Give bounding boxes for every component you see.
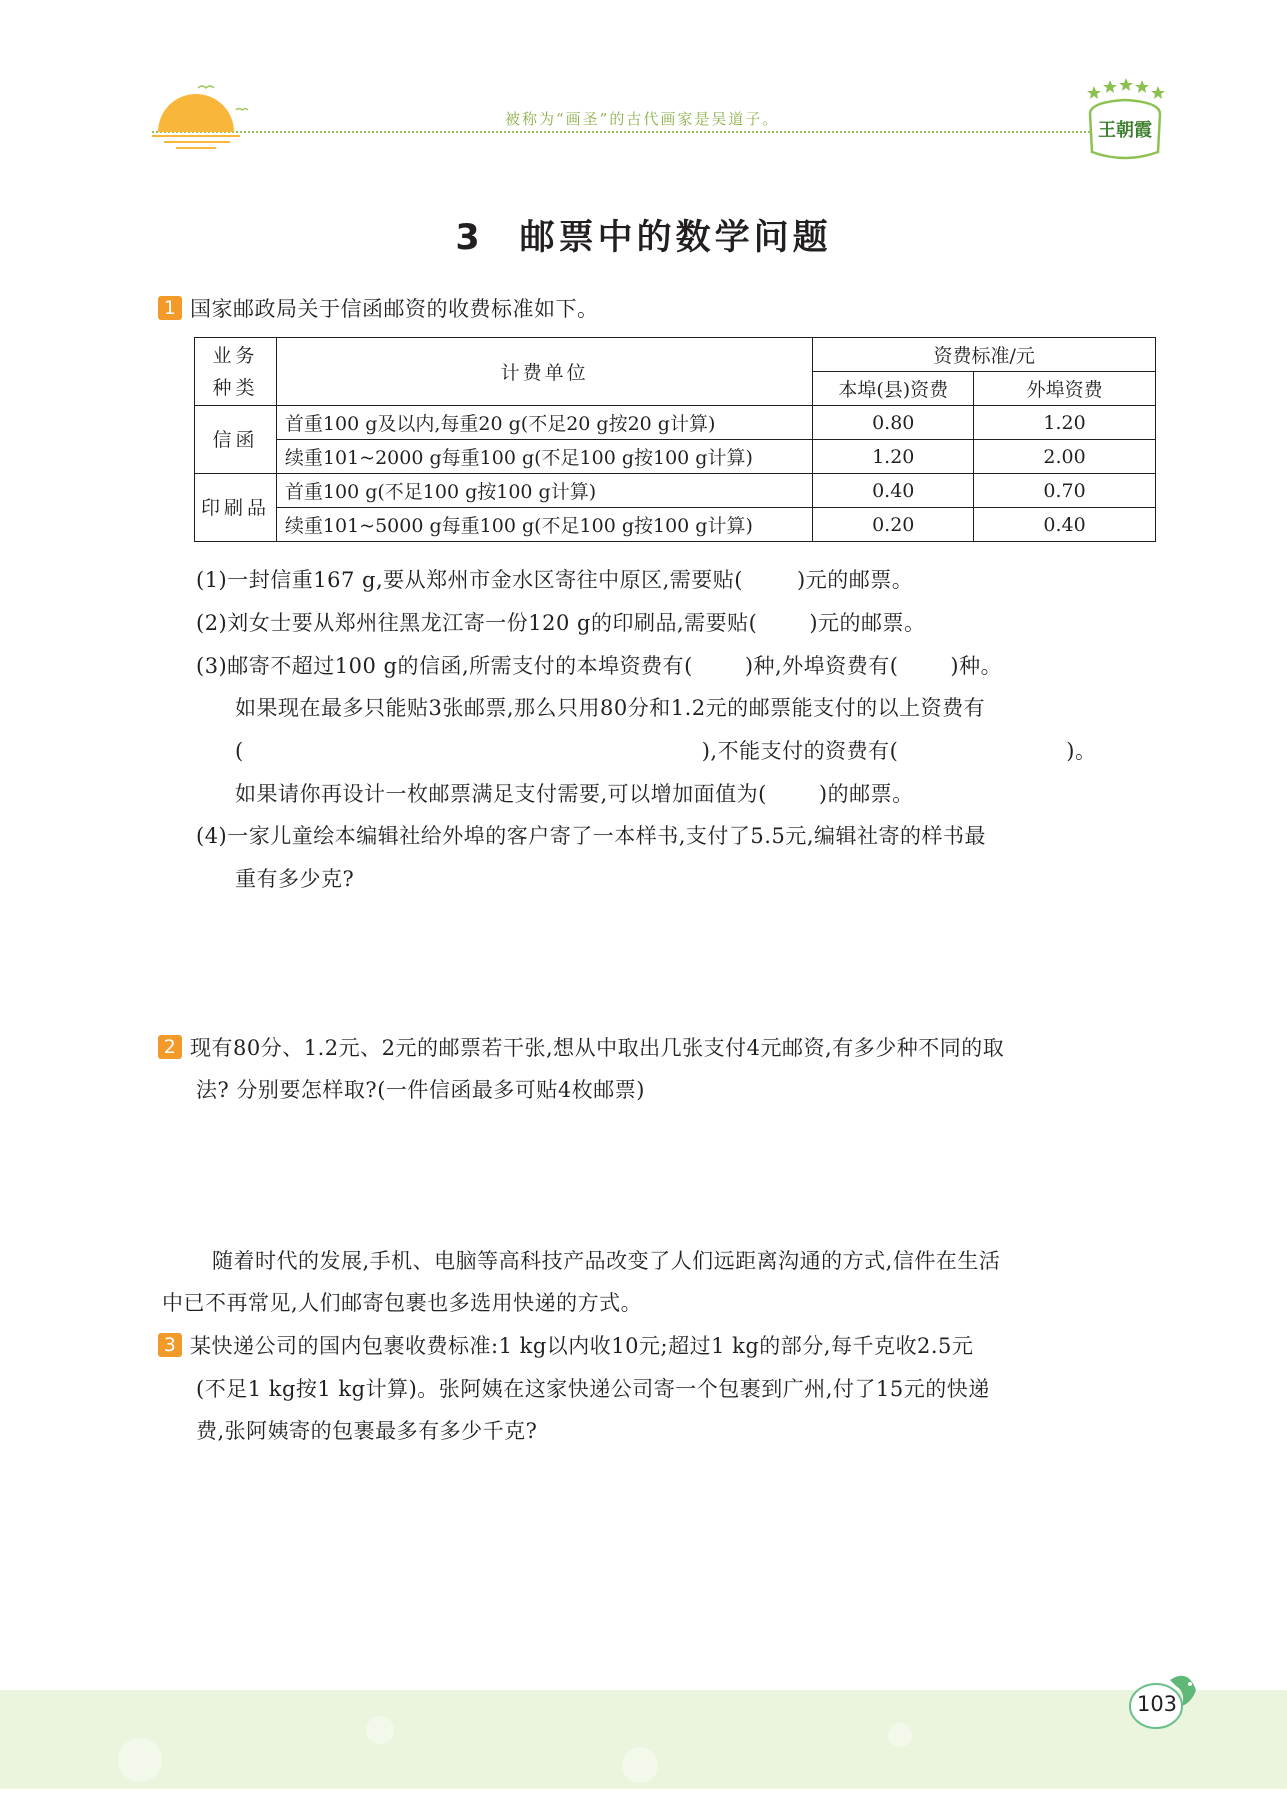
q3-badge: 3 xyxy=(158,1333,182,1357)
q1-badge: 1 xyxy=(158,296,182,320)
remote-fee-cell: 0.70 xyxy=(974,474,1156,508)
header-rule xyxy=(152,131,1090,133)
page-number: 103 xyxy=(1136,1692,1178,1716)
q1-stem-text: 国家邮政局关于信函邮资的收费标准如下。 xyxy=(190,297,599,321)
page-title xyxy=(0,210,1287,260)
q3-line2: (不足1 kg按1 kg计算)。张阿姨在这家快递公司寄一个包裹到广州,付了15元的快递 xyxy=(196,1377,990,1401)
table-row xyxy=(195,406,1156,440)
table-row xyxy=(195,440,1156,474)
q1-part3-line3: ( ),不能支付的资费有( )。 xyxy=(235,739,1097,763)
unit-cell: 首重100 g(不足100 g按100 g计算) xyxy=(276,474,812,508)
q1-part1: (1)一封信重167 g,要从郑州市金水区寄往中原区,需要贴( )元的邮票。 xyxy=(196,568,914,592)
unit-cell: 首重100 g及以内,每重20 g(不足20 g按20 g计算) xyxy=(276,406,812,440)
table-row xyxy=(195,508,1156,542)
header-motto: 被称为“画圣”的古代画家是吴道子。 xyxy=(505,110,780,128)
category-cell: 信函 xyxy=(195,406,277,474)
remote-fee-cell: 1.20 xyxy=(974,406,1156,440)
category-cell: 印刷品 xyxy=(195,474,277,542)
sun-icon xyxy=(150,80,250,156)
q2-badge: 2 xyxy=(158,1035,182,1059)
intro-line2: 中已不再常见,人们邮寄包裹也多选用快递的方式。 xyxy=(162,1291,643,1315)
local-fee-cell: 0.80 xyxy=(813,406,974,440)
q1-part3: (3)邮寄不超过100 g的信函,所需支付的本埠资费有( )种,外埠资费有( )种。 xyxy=(196,654,1003,678)
title-text: 邮票中的数学问题 xyxy=(519,218,832,258)
q2-line1: 2 现有80分、1.2元、2元的邮票若干张,想从中取出几张支付4元邮资,有多少种不同的取 xyxy=(158,1032,1004,1062)
header-unit-cell: 计费单位 xyxy=(276,338,812,406)
svg-text:王朝霞: 王朝霞 xyxy=(1098,120,1152,141)
header-type-cell: 业务 种类 xyxy=(195,338,277,406)
intro-line1: 随着时代的发展,手机、电脑等高科技产品改变了人们远距离沟通的方式,信件在生活 xyxy=(212,1249,1001,1273)
q1-part3-line2: 如果现在最多只能贴3张邮票,那么只用80分和1.2元的邮票能支付的以上资费有 xyxy=(235,696,986,720)
q1-part2: (2)刘女士要从郑州往黑龙江寄一份120 g的印刷品,需要贴( )元的邮票。 xyxy=(196,611,926,635)
local-fee-cell: 0.20 xyxy=(813,508,974,542)
local-fee-cell: 1.20 xyxy=(813,440,974,474)
q3-line3: 费,张阿姨寄的包裹最多有多少千克? xyxy=(196,1419,538,1443)
unit-cell: 续重101~2000 g每重100 g(不足100 g按100 g计算) xyxy=(276,440,812,474)
q1-part3-line4: 如果请你再设计一枚邮票满足支付需要,可以增加面值为( )的邮票。 xyxy=(235,782,914,806)
remote-fee-cell: 0.40 xyxy=(974,508,1156,542)
unit-cell: 续重101~5000 g每重100 g(不足100 g按100 g计算) xyxy=(276,508,812,542)
title-number: 3 xyxy=(455,218,484,258)
header-remote-cell: 外埠资费 xyxy=(974,372,1156,406)
q1-stem xyxy=(158,293,599,323)
table-header-row xyxy=(195,338,1156,372)
remote-fee-cell: 2.00 xyxy=(974,440,1156,474)
q1-part4-line1: (4)一家儿童绘本编辑社给外埠的客户寄了一本样书,支付了5.5元,编辑社寄的样书最 xyxy=(196,824,986,848)
fee-table xyxy=(194,337,1156,542)
footer-band xyxy=(0,1690,1287,1789)
header-fee-cell: 资费标准/元 xyxy=(813,338,1156,372)
brand-logo xyxy=(1080,74,1170,170)
q1-part4-line2: 重有多少克? xyxy=(235,867,355,891)
local-fee-cell: 0.40 xyxy=(813,474,974,508)
q3-line1: 3 某快递公司的国内包裹收费标准:1 kg以内收10元;超过1 kg的部分,每千克收2.5元 xyxy=(158,1330,973,1360)
q2-line2: 法? 分别要怎样取?(一件信函最多可贴4枚邮票) xyxy=(196,1078,645,1102)
header-local-cell: 本埠(县)资费 xyxy=(813,372,974,406)
table-row xyxy=(195,474,1156,508)
